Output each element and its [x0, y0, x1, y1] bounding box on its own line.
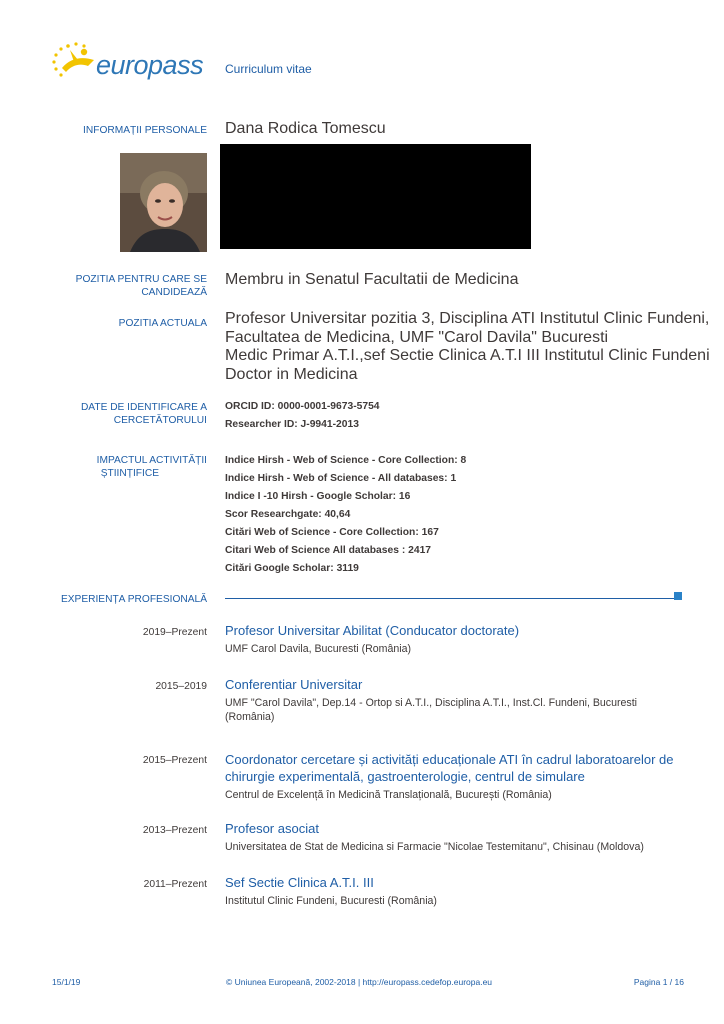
profile-photo: [120, 153, 207, 252]
footer-date: 15/1/19: [52, 977, 81, 987]
impact-line: Indice I -10 Hirsh - Google Scholar: 16: [225, 491, 411, 502]
experience-date: 2015–Prezent: [142, 755, 207, 766]
experience-org: Institutul Clinic Fundeni, Bucuresti (România): [225, 895, 437, 907]
label-line: CERCETĂTORULUI: [113, 415, 207, 426]
orcid-id: ORCID ID: 0000-0001-9673-5754: [225, 401, 380, 412]
experience-item: [225, 821, 644, 854]
experience-org: Universitatea de Stat de Medicina si Farmacie "Nicolae Testemitanu", Chisinau (Moldova): [225, 841, 644, 853]
experience-org: UMF "Carol Davila", Dep.14 - Ortop si A.T.I., Disciplina A.T.I., Inst.Cl. Fundeni, Bucuresti: [225, 697, 637, 709]
section-label-impact: [97, 454, 207, 480]
section-label-candidacy: [76, 273, 207, 299]
section-label-current-position: POZITIA ACTUALA: [118, 318, 207, 329]
label-line: CANDIDEAZĂ: [141, 287, 207, 298]
section-label-personal: INFORMAȚII PERSONALE: [83, 125, 207, 136]
label-line: POZITIA PENTRU CARE SE: [75, 274, 207, 285]
position-line: Profesor Universitar pozitia 3, Disciplina ATI Institutul Clinic Fundeni,: [225, 310, 710, 327]
label-line: IMPACTUL ACTIVITĂȚII: [96, 455, 207, 466]
experience-item: [225, 875, 437, 908]
experience-item: [225, 677, 637, 724]
label-line: DATE DE IDENTIFICARE A: [80, 402, 207, 413]
europass-wordmark: europass: [96, 50, 204, 80]
experience-title: Profesor Universitar Abilitat (Conducator doctorate): [225, 623, 520, 638]
section-divider-marker: [674, 592, 682, 600]
researcher-ids-block: [225, 398, 380, 434]
person-name: Dana Rodica Tomescu: [225, 120, 386, 137]
experience-date: 2013–Prezent: [142, 825, 207, 836]
experience-date: 2019–Prezent: [142, 627, 207, 638]
experience-title: Profesor asociat: [225, 821, 319, 836]
experience-org: UMF Carol Davila, Bucuresti (România): [225, 643, 412, 655]
section-label-researcher-ids: [81, 401, 207, 427]
position-line: Medic Primar A.T.I.,sef Sectie Clinica A.T.I III Institutul Clinic Fundeni: [225, 347, 710, 364]
impact-line: Indice Hirsh - Web of Science - All databases: 1: [225, 473, 457, 484]
experience-item: [225, 751, 674, 802]
impact-line: Citari Web of Science All databases : 2417: [225, 545, 432, 556]
impact-block: [225, 452, 466, 578]
researcher-id: Researcher ID: J-9941-2013: [225, 419, 359, 430]
position-line: Doctor in Medicina: [225, 365, 358, 383]
experience-org: (România): [225, 711, 275, 723]
document-title: Curriculum vitae: [225, 62, 312, 76]
experience-title: Conferentiar Universitar: [225, 677, 363, 692]
experience-org: Centrul de Excelență în Medicină Translațională, București (România): [225, 789, 552, 801]
current-position-block: [225, 310, 710, 384]
section-label-experience: EXPERIENȚA PROFESIONALĂ: [60, 594, 207, 605]
footer-page-number: Pagina 1 / 16: [633, 977, 684, 987]
experience-item: [225, 623, 519, 656]
position-line: Facultatea de Medicina, UMF "Carol Davila" Bucuresti: [225, 328, 609, 346]
redacted-contact-block: [220, 144, 531, 249]
experience-title: Sef Sectie Clinica A.T.I. III: [225, 875, 374, 890]
experience-date: 2015–2019: [155, 681, 207, 692]
impact-line: Indice Hirsh - Web of Science - Core Collection: 8: [225, 455, 467, 466]
footer-copyright: © Uniunea Europeană, 2002-2018 | http://europass.cedefop.europa.eu: [226, 977, 493, 987]
section-divider: [225, 598, 677, 599]
experience-title: chirurgie experimentală, gastroenterologie, centrul de simulare: [225, 769, 585, 784]
label-line: ȘTIINȚIFICE: [100, 468, 159, 479]
candidacy-value: Membru in Senatul Facultatii de Medicina: [225, 271, 519, 288]
experience-title: Coordonator cercetare și activități educaționale ATI în cadrul laboratoarelor de: [225, 752, 674, 767]
impact-line: Citări Google Scholar: 3119: [225, 563, 359, 574]
experience-date: 2011–Prezent: [143, 879, 207, 890]
impact-line: Scor Researchgate: 40,64: [225, 509, 351, 520]
impact-line: Citări Web of Science - Core Collection: 167: [225, 527, 439, 538]
